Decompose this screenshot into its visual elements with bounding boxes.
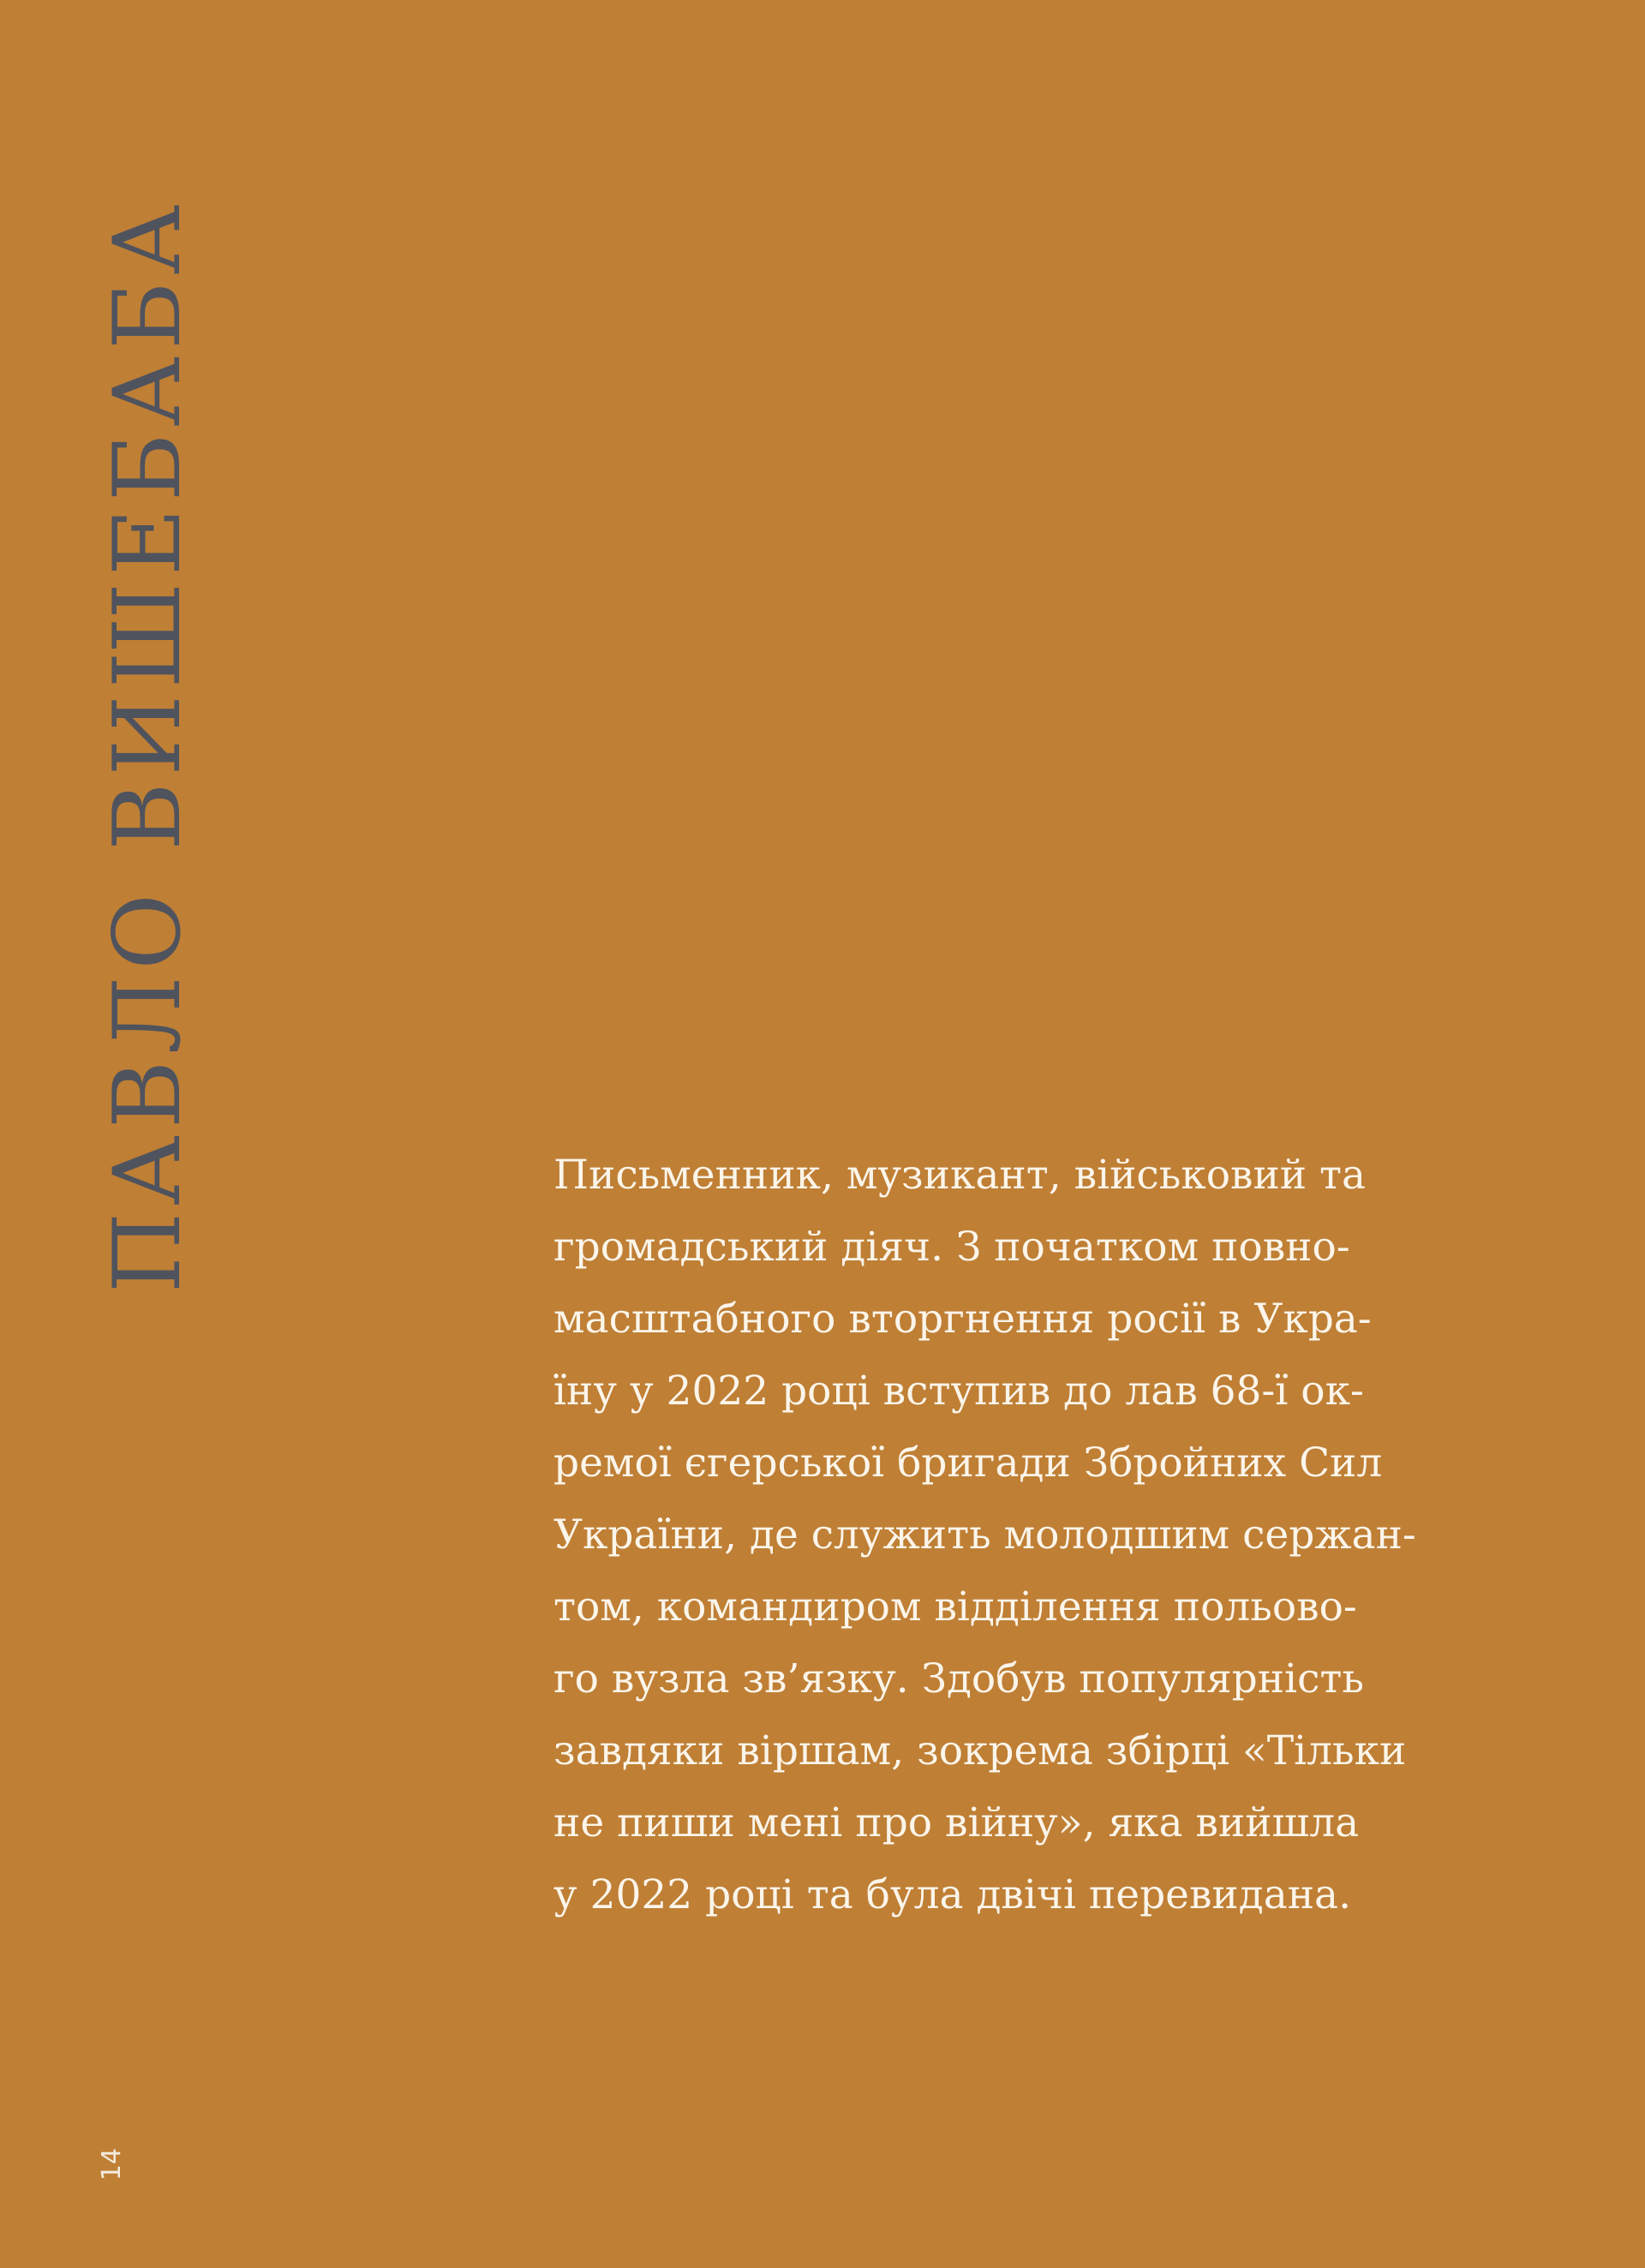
bio-line: у 2022 році та була двічі перевидана. (553, 1871, 1352, 1918)
bio-line: масштабного вторгнення росії в Укра- (553, 1296, 1372, 1343)
bio-line: том, командиром відділення польово- (553, 1583, 1357, 1631)
bio-line: завдяки віршам, зокрема збірці «Тільки (553, 1727, 1407, 1774)
author-biography (553, 1140, 1462, 1931)
page-number: 14 (97, 2147, 127, 2181)
bio-line: України, де служить молодшим сержан- (553, 1511, 1416, 1559)
bio-line: громадський діяч. З початком повно- (553, 1224, 1350, 1271)
author-name-heading: ПАВЛО ВИШЕБАБА (94, 198, 201, 1294)
bio-line: го вузла зв’язку. Здобув популярність (553, 1655, 1364, 1702)
bio-line: не пиши мені про війну», яка вийшла (553, 1799, 1360, 1846)
bio-line: їну у 2022 році вступив до лав 68-ї ок- (553, 1367, 1364, 1415)
bio-line: ремої єгерської бригади Збройних Сил (553, 1439, 1383, 1487)
bio-line: Письменник, музикант, військовий та (553, 1152, 1367, 1199)
